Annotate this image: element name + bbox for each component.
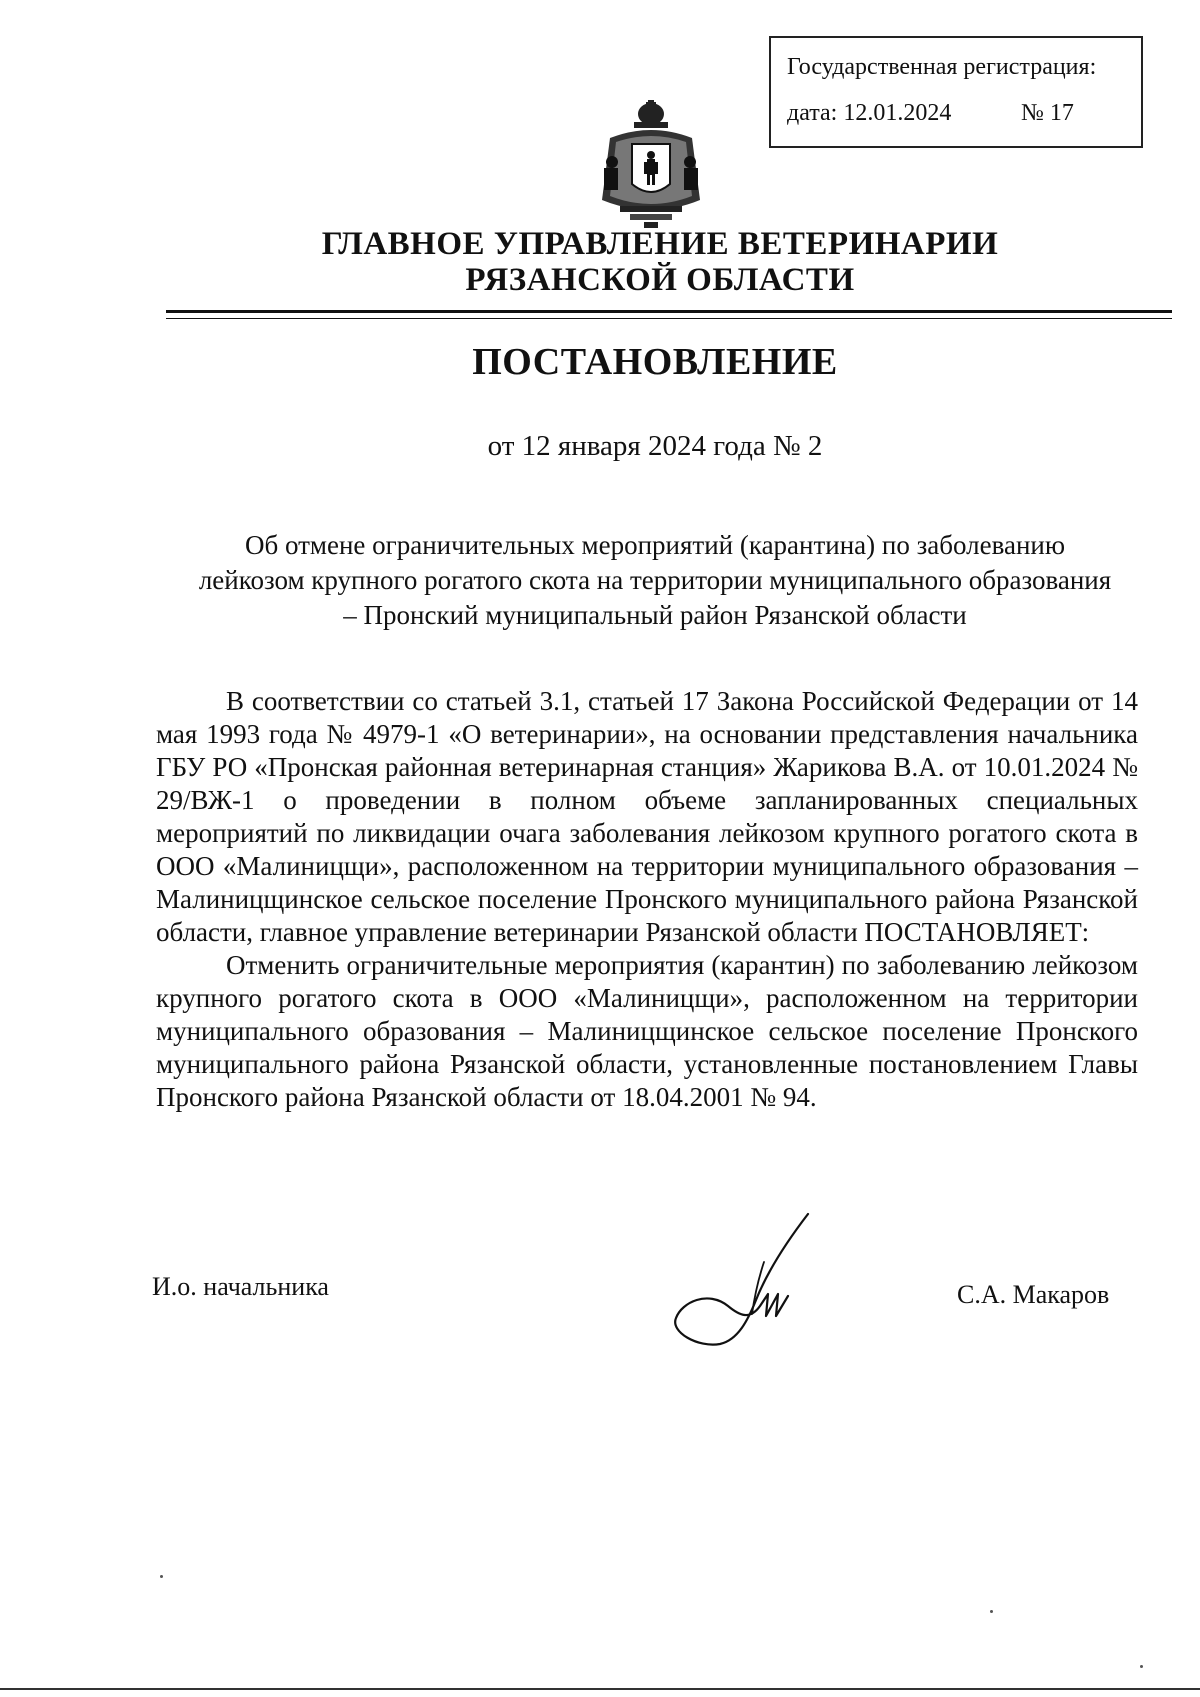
signatory-role: И.о. начальника: [152, 1272, 329, 1301]
header-divider-thick: [166, 310, 1172, 313]
document-date-number: от 12 января 2024 года № 2: [487, 430, 823, 462]
signatory-name: С.А. Макаров: [957, 1280, 1110, 1309]
header-divider-thin: [166, 318, 1172, 319]
body-paragraph: Отменить ограничительные мероприятия (карантин) по заболеванию лейкозом крупного рогатого скота в ООО «Малиницщи», расположенном на территории муниципального образования – Малиницщинское сельское поселение Пронского муниципального района Рязанской области, установленные постановлением Главы Пронского района Рязанской области от 18.04.2001 № 94.: [156, 950, 1138, 1112]
organization-name-line2: РЯЗАНСКОЙ ОБЛАСТИ: [465, 262, 855, 298]
scan-artifact: [160, 1575, 163, 1578]
document-title: ПОСТАНОВЛЕНИЕ: [472, 341, 838, 383]
organization-name-line1: ГЛАВНОЕ УПРАВЛЕНИЕ ВЕТЕРИНАРИИ: [321, 226, 999, 262]
registration-number: № 17: [1021, 100, 1074, 126]
handwritten-signature-icon: [668, 1210, 838, 1350]
scan-artifact: [1140, 1665, 1143, 1668]
body-paragraph: В соответствии со статьей 3.1, статьей 17 Закона Российской Федерации от 14 мая 1993 года № 4979-1 «О ветеринарии», на основании представления начальника ГБУ РО «Пронская районная ветеринарная станция» Жарикова В.А. от 10.01.2024 № 29/ВЖ-1 о проведении в полном объеме запланированных специальных мероприятий по ликвидации очага заболевания лейкозом крупного рогатого скота в ООО «Малиницщи», расположенном на территории муниципального образования – Малиницщинское сельское поселение Пронского муниципального района Рязанской области, главное управление ветеринарии Рязанской области ПОСТАНОВЛЯЕТ:: [156, 686, 1138, 947]
document-body: [156, 685, 1138, 1114]
ryazan-coat-of-arms-icon: [590, 100, 712, 232]
scan-edge: [0, 1688, 1200, 1690]
registration-date: дата: 12.01.2024: [787, 100, 952, 126]
document-subject: Об отмене ограничительных мероприятий (карантина) по заболеванию лейкозом крупного рогатого скота на территории муниципального образования – Пронский муниципальный район Рязанской области: [198, 530, 1112, 630]
scan-artifact: [990, 1610, 993, 1613]
registration-box: [769, 36, 1143, 148]
registration-title: Государственная регистрация:: [787, 54, 1097, 80]
